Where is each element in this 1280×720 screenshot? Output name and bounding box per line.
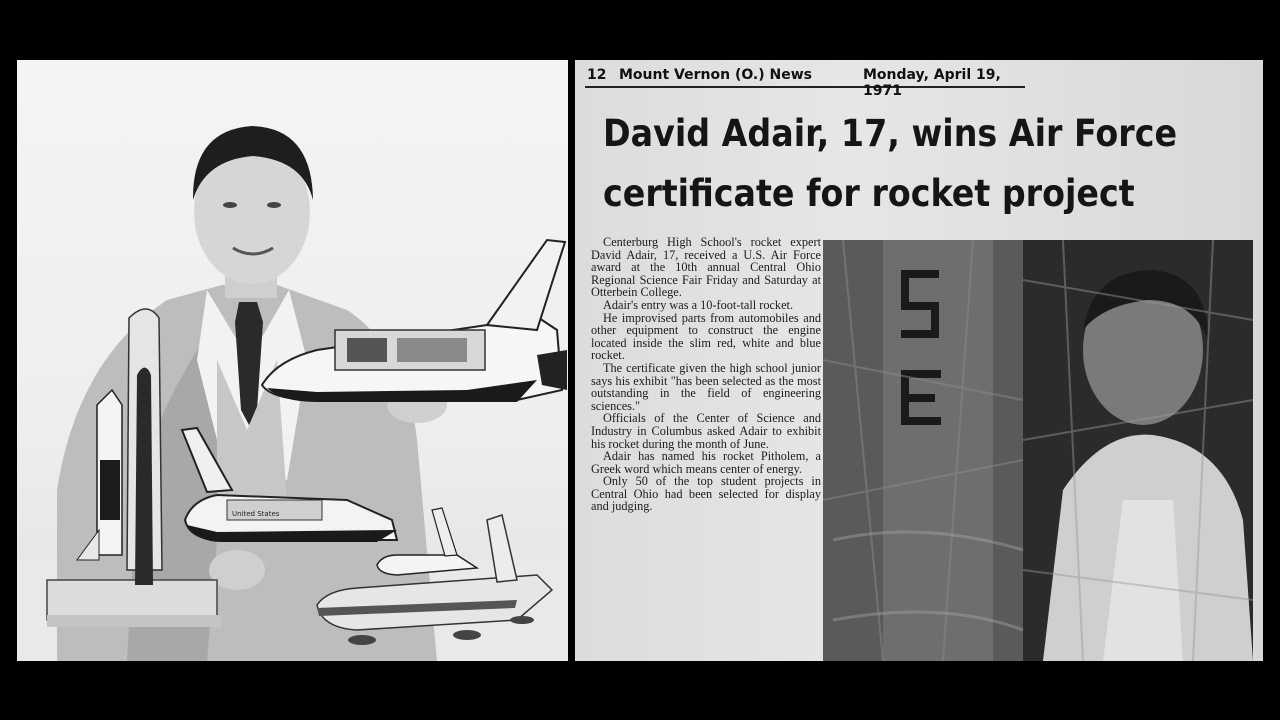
newspaper-masthead [585, 66, 1025, 99]
article-paragraph: Officials of the Center of Science and Industry in Columbus asked Adair to exhibit his rocket during the month of June. [591, 411, 821, 451]
article-paragraph: Adair has named his rocket Pitholem, a Greek word which means center of energy. [591, 449, 821, 476]
article-paragraph: Centerburg High School's rocket expert David Adair, 17, received a U.S. Air Force award at the 10th annual Central Ohio Regional Science Fair Friday and Saturday at Otterbein College. [591, 236, 821, 300]
page-number: 12 [587, 67, 607, 83]
shuttle-label-medium: United States [232, 510, 280, 518]
article-paragraph: Adair's entry was a 10-foot-tall rocket. [603, 297, 794, 312]
article-photo-illustration [823, 240, 1253, 661]
article-paragraph: The certificate given the high school junior says his exhibit "has been selected as the most outstanding in the field of engineering sciences." [591, 360, 821, 413]
article-photo [823, 240, 1253, 661]
newspaper-name: Mount Vernon (O.) News [619, 67, 813, 83]
publication-date: Monday, April 19, 1971 [863, 67, 1001, 99]
newspaper-clipping [575, 60, 1263, 661]
article-paragraph: He improvised parts from automobiles and other equipment to construct the engine located inside the slim red, white and blue rocket. [591, 310, 821, 363]
portrait-illustration [17, 60, 568, 661]
portrait-photo [17, 60, 568, 661]
headline-line-2: certificate for rocket project [603, 172, 1135, 215]
headline-line-1: David Adair, 17, wins Air Force [603, 112, 1178, 155]
article-body [591, 236, 821, 656]
article-paragraph: Only 50 of the top student projects in Central Ohio had been selected for display and judging. [591, 474, 821, 514]
headline [603, 104, 1188, 224]
